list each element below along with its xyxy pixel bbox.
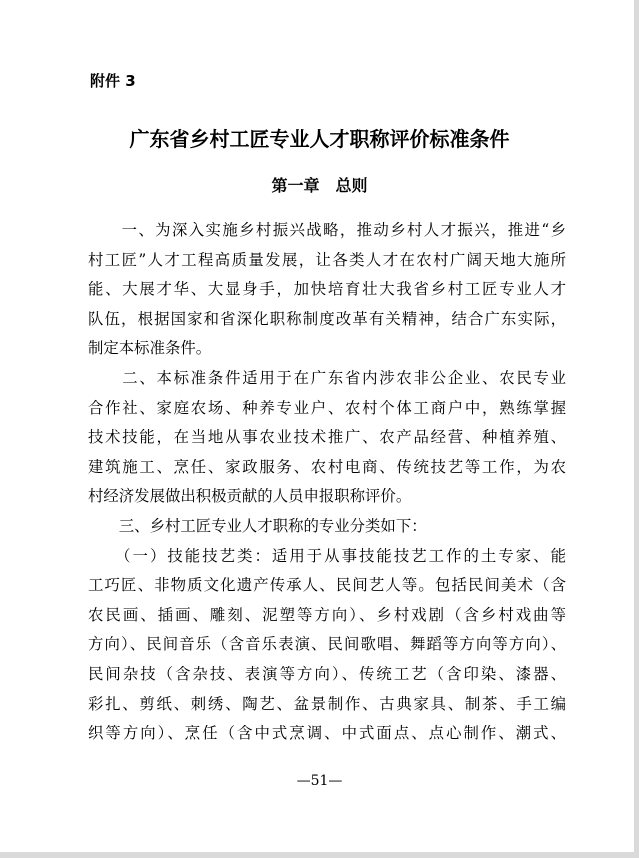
body-line: 能、大展才华、大显身手，加快培育壮大我省乡村工匠专业人才	[88, 280, 566, 299]
page-number: —51—	[296, 773, 343, 789]
body-line: 农民画、插画、雕刻、泥塑等方向）、乡村戏剧（含乡村戏曲等	[88, 605, 566, 624]
body-line: （一）技能技艺类：适用于从事技能技艺工作的土专家、能	[88, 546, 566, 565]
body-text	[88, 216, 566, 749]
body-line: 制定本标准条件。	[88, 339, 212, 358]
body-line: 村经济发展做出积极贡献的人员申报职称评价。	[88, 487, 412, 506]
chapter-heading: 第一章 总则	[271, 176, 368, 195]
body-line: 方向）、民间音乐（含音乐表演、民间歌唱、舞蹈等方向等方向）、	[88, 635, 566, 654]
body-line: 建筑施工、烹任、家政服务、农村电商、传统技艺等工作，为农	[88, 457, 566, 476]
body-line: 三、乡村工匠专业人才职称的专业分类如下：	[88, 516, 427, 535]
body-line: 一、为深入实施乡村振兴战略，推动乡村人才振兴，推进“乡	[88, 221, 566, 239]
body-line: 民间杂技（含杂技、表演等方向）、传统工艺（含印染、漆器、	[88, 664, 566, 683]
body-line: 彩扎、剪纸、刺绣、陶艺、盆景制作、古典家具、制茶、手工编	[88, 694, 566, 713]
document-title: 广东省乡村工匠专业人才职称评价标准条件	[129, 127, 510, 151]
page-edge-bottom	[0, 852, 639, 858]
annex-label: 附件 3	[90, 72, 136, 90]
body-line: 村工匠”人才工程高质量发展，让各类人才在农村广阔天地大施所	[88, 250, 566, 269]
body-line: 工巧匠、非物质文化遗产传承人、民间艺人等。包括民间美术（含	[88, 576, 566, 595]
body-line: 织等方向）、烹任（含中式烹调、中式面点、点心制作、潮式、	[88, 724, 566, 743]
body-line: 技术技能，在当地从事农业技术推广、农产品经营、种植养殖、	[88, 428, 566, 447]
body-line: 队伍，根据国家和省深化职称制度改革有关精神，结合广东实际，	[88, 309, 566, 328]
body-line: 二、本标准条件适用于在广东省内涉农非公企业、农民专业	[88, 368, 566, 387]
body-line: 合作社、家庭农场、种养专业户、农村个体工商户中，熟练掌握	[88, 398, 566, 417]
